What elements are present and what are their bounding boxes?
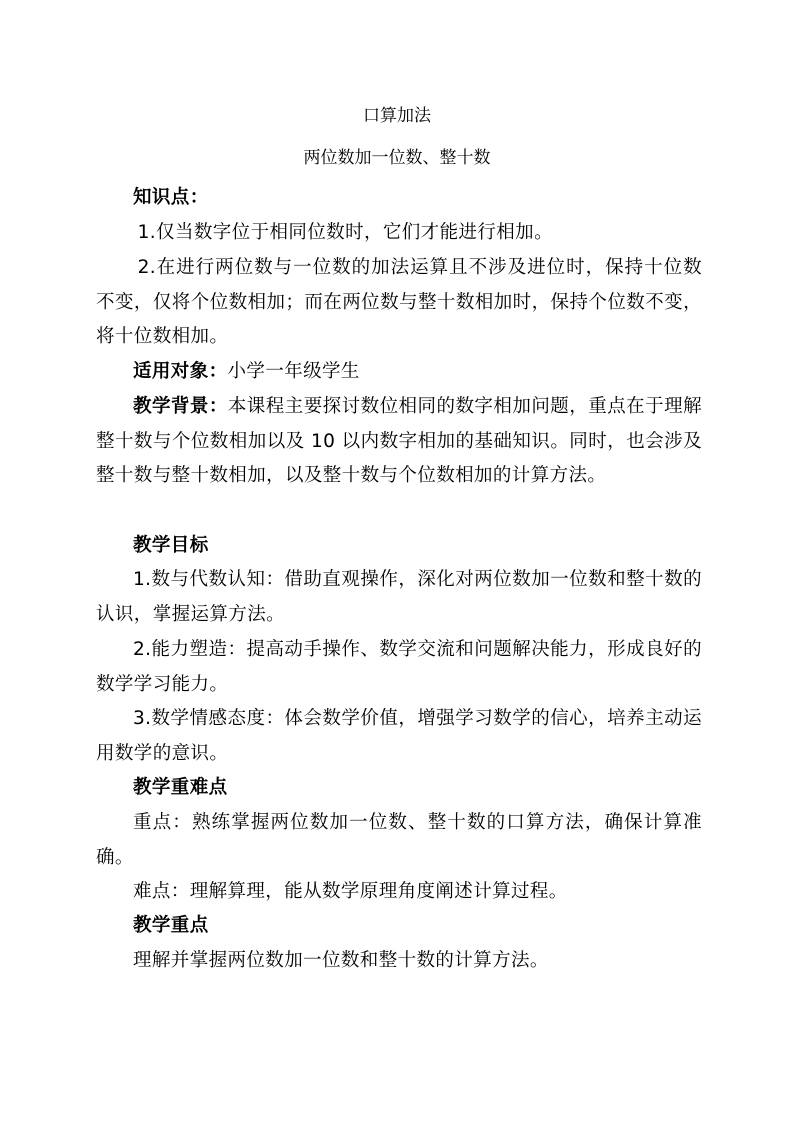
audience-text: 小学一年级学生	[227, 361, 360, 382]
key-point-item: 重点：熟练掌握两位数加一位数、整十数的口算方法，确保计算准确。	[96, 812, 702, 868]
goals-item-3: 3.数学情感态度：体会数学价值，增强学习数学的信心，培养主动运用数学的意识。	[96, 708, 702, 764]
key-difficult-heading: 教学重难点	[133, 777, 228, 798]
knowledge-item-1: 1.仅当数字位于相同位数时，它们才能进行相加。	[137, 222, 553, 243]
knowledge-heading: 知识点：	[133, 187, 209, 208]
background-text: 本课程主要探讨数位相同的数字相加问题，重点在于理解整十数与个位数相加以及 10 以内数字相加的基础知识。同时，也会涉及整十数与整十数相加，以及整十数与个位数相加的计算方法。	[96, 396, 702, 487]
key-point-heading: 教学重点	[133, 915, 209, 936]
page-subtitle: 两位数加一位数、整十数	[303, 148, 491, 168]
goals-item-2: 2.能力塑造：提高动手操作、数学交流和问题解决能力，形成良好的数学学习能力。	[96, 639, 702, 695]
background-label: 教学背景：	[133, 396, 228, 417]
goals-item-1: 1.数与代数认知：借助直观操作，深化对两位数加一位数和整十数的认识，掌握运算方法。	[96, 569, 702, 625]
knowledge-item-2: 2.在进行两位数与一位数的加法运算且不涉及进位时，保持十位数不变，仅将个位数相加；而在两位数与整十数相加时，保持个位数不变，将十位数相加。	[96, 257, 702, 348]
difficult-point-item: 难点：理解算理，能从数学原理角度阐述计算过程。	[133, 881, 568, 902]
background-paragraph	[96, 390, 702, 494]
page-title: 口算加法	[363, 106, 431, 126]
audience-label: 适用对象：	[133, 361, 228, 382]
audience-line	[96, 355, 702, 390]
key-point-text: 理解并掌握两位数加一位数和整十数的计算方法。	[133, 950, 549, 971]
goals-heading: 教学目标	[133, 535, 209, 556]
